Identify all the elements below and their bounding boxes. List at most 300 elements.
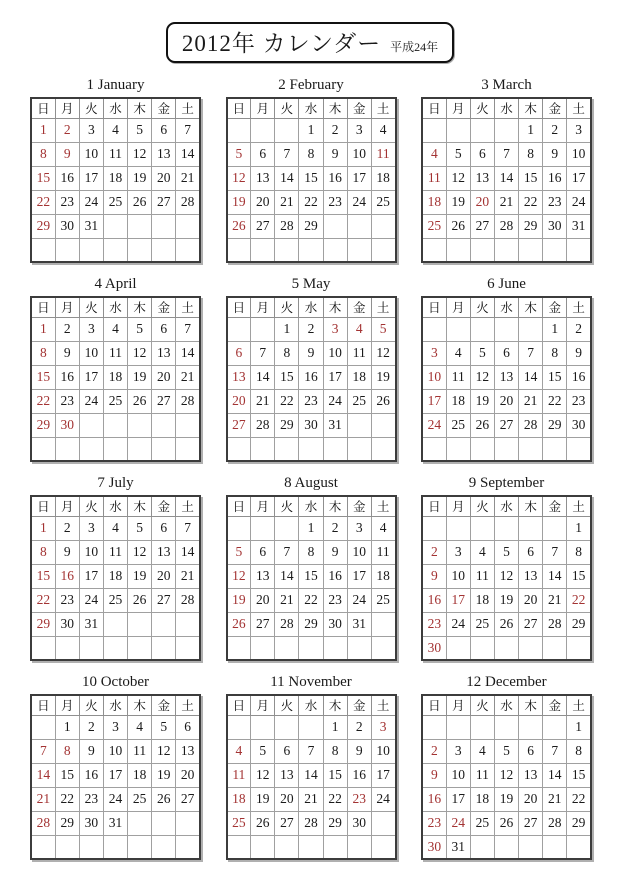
day-cell: 4 bbox=[128, 715, 152, 739]
week-row bbox=[227, 564, 396, 588]
day-cell: 25 bbox=[103, 389, 127, 413]
day-cell bbox=[152, 437, 176, 461]
day-cell: 8 bbox=[567, 540, 591, 564]
day-cell: 28 bbox=[176, 190, 200, 214]
day-cell: 24 bbox=[347, 190, 371, 214]
day-cell bbox=[251, 118, 275, 142]
day-cell: 24 bbox=[446, 612, 470, 636]
day-cell: 12 bbox=[494, 763, 518, 787]
weekday-header: 日 bbox=[422, 695, 446, 715]
day-cell bbox=[128, 214, 152, 238]
day-cell: 11 bbox=[128, 739, 152, 763]
day-cell bbox=[152, 811, 176, 835]
day-cell: 9 bbox=[79, 739, 103, 763]
month-block bbox=[226, 76, 397, 263]
day-cell bbox=[299, 715, 323, 739]
weekday-header: 月 bbox=[251, 297, 275, 317]
week-row bbox=[422, 516, 591, 540]
day-cell: 24 bbox=[79, 190, 103, 214]
day-cell: 25 bbox=[128, 787, 152, 811]
day-cell: 12 bbox=[251, 763, 275, 787]
day-cell: 9 bbox=[299, 341, 323, 365]
day-cell: 21 bbox=[31, 787, 55, 811]
weekday-header: 木 bbox=[128, 98, 152, 118]
day-cell: 23 bbox=[543, 190, 567, 214]
day-cell: 18 bbox=[103, 365, 127, 389]
day-cell bbox=[422, 516, 446, 540]
week-row bbox=[227, 142, 396, 166]
day-cell bbox=[176, 437, 200, 461]
month-table bbox=[421, 495, 592, 661]
week-row bbox=[227, 214, 396, 238]
day-cell: 15 bbox=[275, 365, 299, 389]
weekday-header: 土 bbox=[176, 98, 200, 118]
weekday-header: 火 bbox=[275, 297, 299, 317]
week-row bbox=[31, 636, 200, 660]
weekday-header: 土 bbox=[567, 98, 591, 118]
day-cell: 4 bbox=[470, 739, 494, 763]
day-cell: 25 bbox=[347, 389, 371, 413]
day-cell: 18 bbox=[227, 787, 251, 811]
day-cell bbox=[371, 437, 395, 461]
day-cell: 1 bbox=[31, 118, 55, 142]
day-cell: 11 bbox=[470, 564, 494, 588]
day-cell: 9 bbox=[567, 341, 591, 365]
day-cell: 15 bbox=[31, 564, 55, 588]
day-cell: 18 bbox=[103, 166, 127, 190]
weekday-header-row bbox=[422, 297, 591, 317]
day-cell: 2 bbox=[55, 516, 79, 540]
day-cell bbox=[371, 214, 395, 238]
week-row bbox=[31, 413, 200, 437]
day-cell: 26 bbox=[128, 190, 152, 214]
weekday-header: 水 bbox=[494, 695, 518, 715]
day-cell: 10 bbox=[79, 142, 103, 166]
weekday-header: 水 bbox=[299, 695, 323, 715]
week-row bbox=[227, 413, 396, 437]
month-block bbox=[30, 673, 201, 860]
month-title: 12 December bbox=[466, 674, 547, 690]
day-cell bbox=[299, 238, 323, 262]
week-row bbox=[31, 214, 200, 238]
weekday-header: 木 bbox=[519, 695, 543, 715]
weekday-header: 金 bbox=[543, 98, 567, 118]
day-cell: 20 bbox=[152, 365, 176, 389]
month-title: 5 May bbox=[291, 276, 331, 292]
month-block bbox=[421, 275, 592, 462]
day-cell: 7 bbox=[275, 540, 299, 564]
calendar-era-label: 平成24年 bbox=[390, 40, 439, 54]
week-row bbox=[31, 516, 200, 540]
day-cell: 5 bbox=[251, 739, 275, 763]
month-table bbox=[421, 694, 592, 860]
day-cell: 22 bbox=[275, 389, 299, 413]
day-cell: 6 bbox=[251, 142, 275, 166]
week-row bbox=[31, 540, 200, 564]
day-cell: 31 bbox=[323, 413, 347, 437]
day-cell: 28 bbox=[176, 389, 200, 413]
month-table bbox=[30, 694, 201, 860]
day-cell: 28 bbox=[251, 413, 275, 437]
week-row bbox=[31, 238, 200, 262]
day-cell bbox=[251, 516, 275, 540]
day-cell: 10 bbox=[79, 341, 103, 365]
day-cell: 16 bbox=[79, 763, 103, 787]
day-cell bbox=[152, 612, 176, 636]
day-cell: 12 bbox=[227, 166, 251, 190]
weekday-header: 水 bbox=[494, 496, 518, 516]
day-cell: 28 bbox=[543, 612, 567, 636]
day-cell bbox=[567, 238, 591, 262]
month-block bbox=[421, 474, 592, 661]
day-cell: 25 bbox=[371, 588, 395, 612]
day-cell: 4 bbox=[347, 317, 371, 341]
day-cell: 3 bbox=[371, 715, 395, 739]
day-cell: 27 bbox=[251, 612, 275, 636]
day-cell: 1 bbox=[543, 317, 567, 341]
week-row bbox=[422, 214, 591, 238]
day-cell: 31 bbox=[567, 214, 591, 238]
week-row bbox=[422, 763, 591, 787]
day-cell: 31 bbox=[79, 612, 103, 636]
month-block bbox=[30, 275, 201, 462]
day-cell: 10 bbox=[567, 142, 591, 166]
day-cell bbox=[470, 118, 494, 142]
weekday-header: 土 bbox=[176, 695, 200, 715]
day-cell: 1 bbox=[31, 317, 55, 341]
day-cell: 9 bbox=[323, 142, 347, 166]
day-cell: 12 bbox=[128, 341, 152, 365]
day-cell: 7 bbox=[176, 317, 200, 341]
weekday-header: 木 bbox=[128, 496, 152, 516]
day-cell bbox=[567, 437, 591, 461]
day-cell bbox=[371, 238, 395, 262]
day-cell: 5 bbox=[128, 516, 152, 540]
day-cell: 5 bbox=[494, 540, 518, 564]
day-cell: 1 bbox=[55, 715, 79, 739]
day-cell: 16 bbox=[323, 564, 347, 588]
day-cell bbox=[227, 238, 251, 262]
day-cell bbox=[470, 437, 494, 461]
weekday-header-row bbox=[227, 496, 396, 516]
day-cell: 22 bbox=[543, 389, 567, 413]
day-cell: 2 bbox=[422, 540, 446, 564]
week-row bbox=[422, 636, 591, 660]
week-row bbox=[31, 437, 200, 461]
week-row bbox=[422, 413, 591, 437]
week-row bbox=[227, 118, 396, 142]
day-cell: 4 bbox=[371, 516, 395, 540]
day-cell: 29 bbox=[567, 612, 591, 636]
month-block bbox=[30, 474, 201, 661]
day-cell: 14 bbox=[251, 365, 275, 389]
day-cell bbox=[323, 238, 347, 262]
day-cell bbox=[251, 715, 275, 739]
day-cell: 27 bbox=[152, 190, 176, 214]
weekday-header: 日 bbox=[31, 695, 55, 715]
day-cell bbox=[275, 516, 299, 540]
day-cell: 24 bbox=[103, 787, 127, 811]
day-cell bbox=[227, 437, 251, 461]
day-cell bbox=[275, 118, 299, 142]
day-cell: 19 bbox=[371, 365, 395, 389]
day-cell: 3 bbox=[347, 516, 371, 540]
day-cell bbox=[494, 317, 518, 341]
day-cell bbox=[227, 715, 251, 739]
day-cell bbox=[470, 715, 494, 739]
day-cell: 24 bbox=[79, 389, 103, 413]
day-cell: 10 bbox=[103, 739, 127, 763]
day-cell: 20 bbox=[227, 389, 251, 413]
weekday-header: 月 bbox=[251, 98, 275, 118]
day-cell: 3 bbox=[323, 317, 347, 341]
day-cell: 10 bbox=[323, 341, 347, 365]
weekday-header: 月 bbox=[446, 297, 470, 317]
weekday-header: 日 bbox=[31, 297, 55, 317]
day-cell bbox=[128, 835, 152, 859]
day-cell: 29 bbox=[31, 214, 55, 238]
weekday-header: 土 bbox=[176, 297, 200, 317]
day-cell: 20 bbox=[251, 588, 275, 612]
day-cell: 2 bbox=[55, 317, 79, 341]
day-cell: 18 bbox=[103, 564, 127, 588]
day-cell: 3 bbox=[422, 341, 446, 365]
day-cell bbox=[494, 715, 518, 739]
day-cell bbox=[103, 636, 127, 660]
day-cell: 20 bbox=[176, 763, 200, 787]
day-cell: 13 bbox=[152, 142, 176, 166]
weekday-header: 木 bbox=[323, 297, 347, 317]
day-cell: 26 bbox=[227, 214, 251, 238]
month-title: 11 November bbox=[270, 674, 352, 690]
day-cell bbox=[494, 516, 518, 540]
day-cell: 19 bbox=[494, 588, 518, 612]
weekday-header: 木 bbox=[128, 297, 152, 317]
day-cell: 7 bbox=[519, 341, 543, 365]
weekday-header: 日 bbox=[422, 98, 446, 118]
day-cell: 30 bbox=[543, 214, 567, 238]
day-cell: 27 bbox=[176, 787, 200, 811]
month-block bbox=[226, 673, 397, 860]
day-cell: 3 bbox=[79, 516, 103, 540]
week-row bbox=[227, 238, 396, 262]
day-cell: 6 bbox=[275, 739, 299, 763]
day-cell: 22 bbox=[31, 190, 55, 214]
day-cell: 28 bbox=[494, 214, 518, 238]
day-cell: 6 bbox=[519, 739, 543, 763]
week-row bbox=[31, 811, 200, 835]
day-cell: 1 bbox=[299, 118, 323, 142]
day-cell: 31 bbox=[79, 214, 103, 238]
day-cell bbox=[347, 437, 371, 461]
month-title: 8 August bbox=[284, 475, 338, 491]
day-cell bbox=[176, 413, 200, 437]
month-title: 6 June bbox=[487, 276, 526, 292]
day-cell: 30 bbox=[347, 811, 371, 835]
day-cell: 2 bbox=[323, 118, 347, 142]
day-cell bbox=[446, 317, 470, 341]
day-cell: 10 bbox=[347, 142, 371, 166]
day-cell: 5 bbox=[128, 118, 152, 142]
day-cell bbox=[128, 413, 152, 437]
day-cell: 23 bbox=[55, 588, 79, 612]
weekday-header: 土 bbox=[371, 98, 395, 118]
day-cell bbox=[519, 516, 543, 540]
day-cell: 11 bbox=[422, 166, 446, 190]
day-cell: 19 bbox=[227, 588, 251, 612]
day-cell: 2 bbox=[55, 118, 79, 142]
day-cell: 9 bbox=[323, 540, 347, 564]
day-cell: 13 bbox=[470, 166, 494, 190]
day-cell: 25 bbox=[470, 612, 494, 636]
day-cell: 7 bbox=[176, 516, 200, 540]
day-cell: 7 bbox=[251, 341, 275, 365]
day-cell: 5 bbox=[470, 341, 494, 365]
day-cell: 17 bbox=[79, 365, 103, 389]
day-cell: 29 bbox=[55, 811, 79, 835]
day-cell bbox=[176, 612, 200, 636]
day-cell: 17 bbox=[446, 787, 470, 811]
day-cell: 21 bbox=[275, 190, 299, 214]
day-cell: 4 bbox=[422, 142, 446, 166]
day-cell: 1 bbox=[519, 118, 543, 142]
day-cell bbox=[422, 715, 446, 739]
day-cell: 13 bbox=[519, 564, 543, 588]
day-cell bbox=[494, 118, 518, 142]
day-cell bbox=[470, 835, 494, 859]
day-cell: 29 bbox=[31, 612, 55, 636]
day-cell bbox=[176, 835, 200, 859]
day-cell: 12 bbox=[128, 540, 152, 564]
day-cell: 15 bbox=[543, 365, 567, 389]
day-cell bbox=[275, 636, 299, 660]
day-cell: 21 bbox=[494, 190, 518, 214]
month-table bbox=[226, 694, 397, 860]
day-cell bbox=[176, 238, 200, 262]
week-row bbox=[422, 540, 591, 564]
day-cell: 21 bbox=[176, 166, 200, 190]
weekday-header: 水 bbox=[299, 297, 323, 317]
day-cell bbox=[79, 413, 103, 437]
day-cell: 10 bbox=[446, 564, 470, 588]
weekday-header: 日 bbox=[227, 297, 251, 317]
weekday-header: 土 bbox=[567, 695, 591, 715]
day-cell bbox=[446, 715, 470, 739]
day-cell: 22 bbox=[31, 389, 55, 413]
day-cell: 5 bbox=[152, 715, 176, 739]
day-cell bbox=[55, 437, 79, 461]
day-cell: 4 bbox=[470, 540, 494, 564]
day-cell bbox=[128, 612, 152, 636]
day-cell: 8 bbox=[323, 739, 347, 763]
day-cell: 17 bbox=[79, 166, 103, 190]
day-cell: 4 bbox=[227, 739, 251, 763]
day-cell: 18 bbox=[422, 190, 446, 214]
day-cell: 25 bbox=[103, 190, 127, 214]
week-row bbox=[227, 365, 396, 389]
day-cell: 29 bbox=[299, 214, 323, 238]
day-cell bbox=[275, 715, 299, 739]
day-cell: 31 bbox=[446, 835, 470, 859]
weekday-header: 月 bbox=[446, 98, 470, 118]
day-cell: 20 bbox=[152, 564, 176, 588]
day-cell: 24 bbox=[323, 389, 347, 413]
day-cell bbox=[543, 835, 567, 859]
day-cell: 5 bbox=[371, 317, 395, 341]
day-cell: 28 bbox=[543, 811, 567, 835]
weekday-header-row bbox=[422, 98, 591, 118]
day-cell: 17 bbox=[347, 166, 371, 190]
day-cell: 14 bbox=[494, 166, 518, 190]
day-cell: 23 bbox=[299, 389, 323, 413]
day-cell: 19 bbox=[227, 190, 251, 214]
day-cell: 14 bbox=[176, 341, 200, 365]
day-cell: 8 bbox=[55, 739, 79, 763]
day-cell: 26 bbox=[470, 413, 494, 437]
week-row bbox=[227, 341, 396, 365]
day-cell: 23 bbox=[55, 190, 79, 214]
weekday-header-row bbox=[31, 98, 200, 118]
weekday-header: 土 bbox=[371, 496, 395, 516]
day-cell: 17 bbox=[371, 763, 395, 787]
day-cell: 1 bbox=[31, 516, 55, 540]
weekday-header-row bbox=[422, 496, 591, 516]
day-cell: 11 bbox=[347, 341, 371, 365]
day-cell: 26 bbox=[227, 612, 251, 636]
day-cell: 25 bbox=[227, 811, 251, 835]
day-cell bbox=[422, 238, 446, 262]
weekday-header: 水 bbox=[103, 695, 127, 715]
day-cell: 20 bbox=[494, 389, 518, 413]
day-cell bbox=[227, 118, 251, 142]
day-cell: 2 bbox=[79, 715, 103, 739]
day-cell bbox=[103, 612, 127, 636]
week-row bbox=[422, 835, 591, 859]
day-cell: 4 bbox=[103, 317, 127, 341]
day-cell: 16 bbox=[55, 564, 79, 588]
day-cell bbox=[519, 715, 543, 739]
weekday-header: 木 bbox=[323, 98, 347, 118]
day-cell bbox=[79, 437, 103, 461]
day-cell: 13 bbox=[176, 739, 200, 763]
week-row bbox=[422, 612, 591, 636]
title-row bbox=[0, 0, 620, 63]
day-cell bbox=[227, 636, 251, 660]
day-cell: 23 bbox=[422, 811, 446, 835]
day-cell: 15 bbox=[567, 763, 591, 787]
day-cell: 24 bbox=[79, 588, 103, 612]
weekday-header-row bbox=[227, 297, 396, 317]
day-cell bbox=[251, 835, 275, 859]
weekday-header: 金 bbox=[152, 695, 176, 715]
day-cell bbox=[275, 835, 299, 859]
day-cell: 3 bbox=[79, 118, 103, 142]
day-cell bbox=[128, 437, 152, 461]
week-row bbox=[227, 835, 396, 859]
day-cell bbox=[422, 118, 446, 142]
day-cell: 6 bbox=[176, 715, 200, 739]
day-cell: 6 bbox=[152, 516, 176, 540]
day-cell: 3 bbox=[567, 118, 591, 142]
day-cell: 29 bbox=[31, 413, 55, 437]
day-cell bbox=[251, 636, 275, 660]
month-title: 1 January bbox=[86, 77, 145, 93]
day-cell: 25 bbox=[371, 190, 395, 214]
week-row bbox=[227, 739, 396, 763]
day-cell: 30 bbox=[323, 612, 347, 636]
day-cell bbox=[176, 811, 200, 835]
day-cell: 25 bbox=[422, 214, 446, 238]
